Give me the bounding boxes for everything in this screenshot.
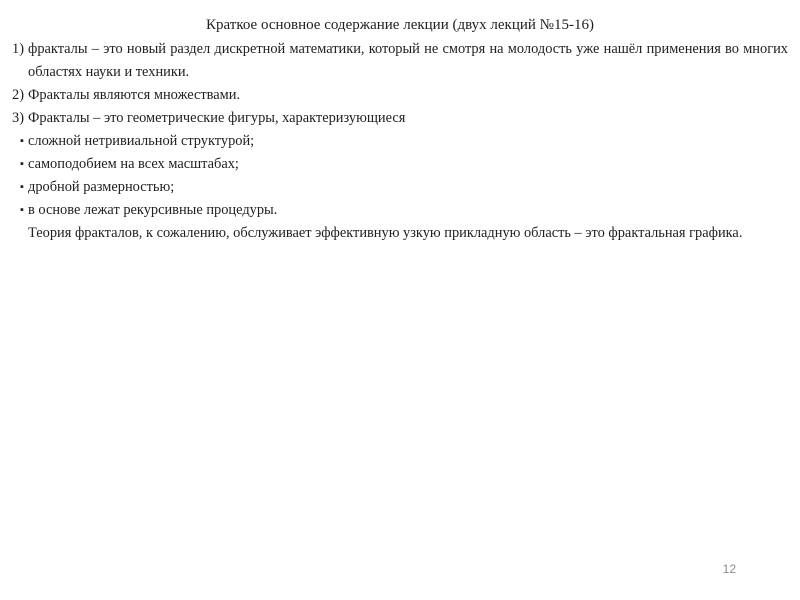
list-item-3	[12, 107, 788, 130]
page-number: 12	[722, 562, 736, 576]
bullet-text: сложной нетривиальной структурой;	[28, 133, 255, 149]
slide-content	[12, 38, 788, 245]
bullet-icon: ▪	[20, 204, 24, 216]
bullet-text: дробной размерностью;	[28, 179, 175, 195]
bullet-icon: ▪	[20, 135, 24, 147]
list-item-text: Фракталы являются множествами.	[28, 87, 241, 103]
bullet-text: самоподобием на всех масштабах;	[28, 156, 239, 172]
list-item-number: 2)	[12, 87, 24, 103]
bullet-text: в основе лежат рекурсивные процедуры.	[28, 202, 278, 218]
bullet-item-4	[12, 199, 788, 222]
list-item-2	[12, 84, 788, 107]
slide-title: Краткое основное содержание лекции (двух лекций №15-16)	[206, 17, 594, 33]
bullet-item-2	[12, 153, 788, 176]
list-item-number: 3)	[12, 110, 24, 126]
bullet-icon: ▪	[20, 181, 24, 193]
bullet-icon: ▪	[20, 158, 24, 170]
list-item-number: 1)	[12, 41, 24, 57]
bullet-item-1	[12, 130, 788, 153]
list-item-1	[12, 38, 788, 84]
list-item-text: Фракталы – это геометрические фигуры, характеризующиеся	[28, 110, 406, 126]
theory-paragraph: Теория фракталов, к сожалению, обслуживает эффективную узкую прикладную область – это фрактальная графика.	[28, 225, 743, 241]
list-item-text: фракталы – это новый раздел дискретной математики, который не смотря на молодость уже нашёл применения во многих областях науки и техники.	[28, 41, 788, 80]
bullet-item-3	[12, 176, 788, 199]
